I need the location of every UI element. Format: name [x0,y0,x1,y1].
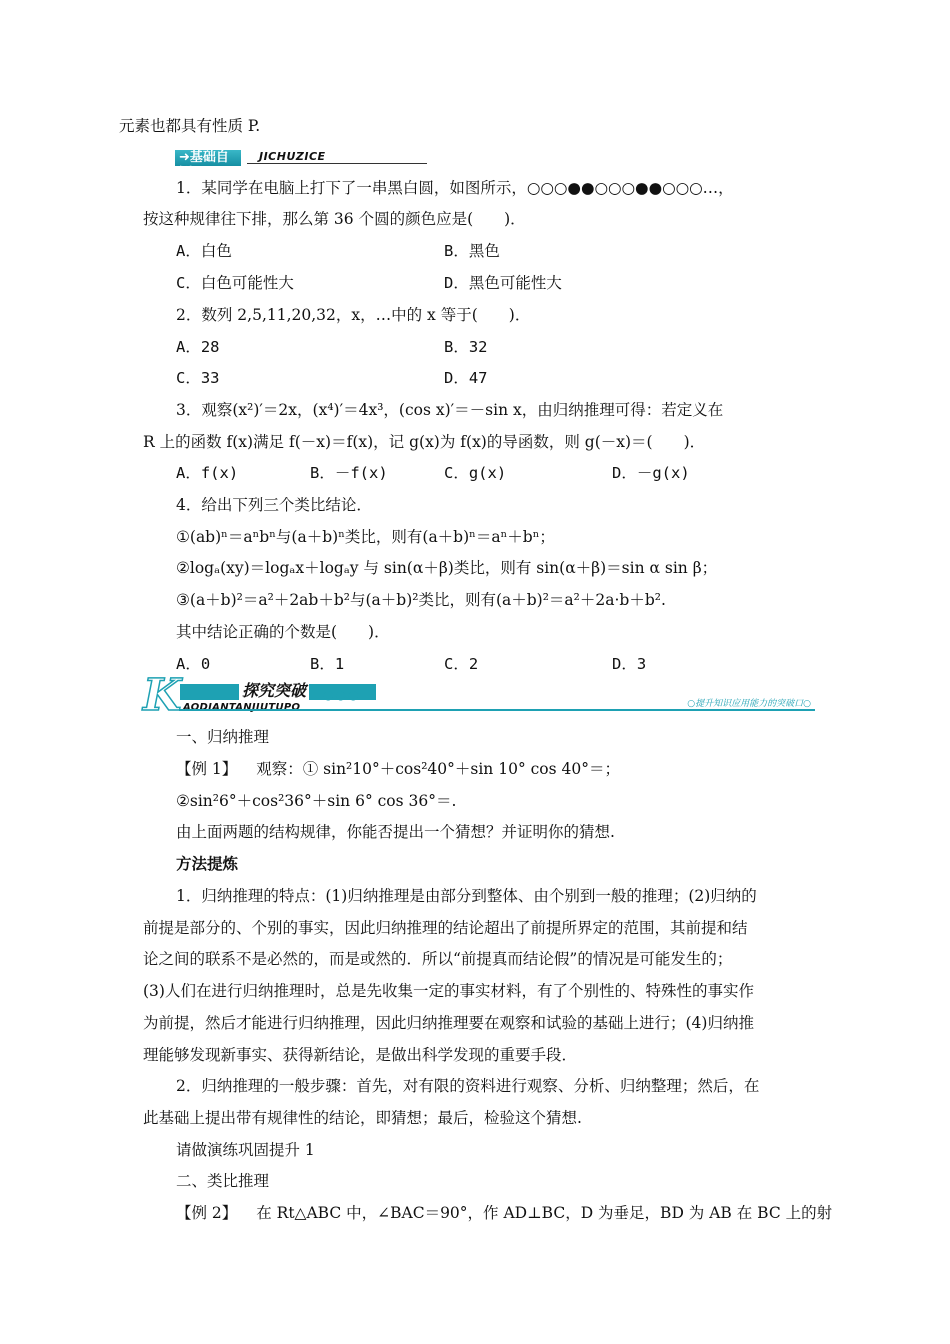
q2-option-c: C．33 [176,369,220,387]
q3-option-d: D．－g(x) [612,464,690,482]
method-title: 方法提炼 [176,855,239,873]
q4-conclusion-2: ②logₐ(xy)＝logₐx＋logₐy 与 sin(α＋β)类比，则有 sin(α＋β)＝sin α sin β； [176,559,718,577]
example1-text: 观察：① sin²10°＋cos²40°＋sin 10° cos 40°＝； [256,760,620,778]
arrow-icon: ➜ [179,150,190,165]
banner-title: 探究突破 [239,681,309,701]
q2-line1: 2．数列 2,5,11,20,32，x，…中的 x 等于( )． [176,306,531,324]
q4-conclusion-3: ③(a＋b)²＝a²＋2ab＋b²与(a＋b)²类比，则有(a＋b)²＝a²＋2a·b＋b². [176,591,666,609]
banner-rule [179,709,815,711]
banner-pinyin: AODIANTANJIUTUPO [183,702,301,713]
example1-line3: 由上面两题的结构规律，你能否提出一个猜想？并证明你的猜想. [176,823,615,841]
q2-option-d: D．47 [444,369,488,387]
q1-option-b: B．黑色 [444,242,500,260]
banner-title: ➜基础自测 [175,150,241,166]
method-p2-line2: 此基础上提出带有规律性的结论，即猜想；最后，检验这个猜想. [143,1109,582,1127]
intro-tail: 元素也都具有性质 P. [119,117,261,135]
q4-conclusion-1: ①(ab)ⁿ＝aⁿbⁿ与(a＋b)ⁿ类比，则有(a＋b)ⁿ＝aⁿ＋bⁿ； [176,528,555,546]
q4-ask: 其中结论正确的个数是( )． [176,623,390,641]
q3-line2: R 上的函数 f(x)满足 f(－x)＝f(x)，记 g(x)为 f(x)的导函数，则 g(－x)＝( )． [143,433,706,451]
q2-option-a: A．28 [176,338,220,356]
example2-label: 【例 2】 [176,1204,238,1222]
banner-slogan: ○提升知识应用能力的突破口○ [687,699,811,709]
example2-text: 在 Rt△ABC 中，∠BAC＝90°，作 AD⊥BC，D 为垂足，BD 为 AB 在 BC 上的射 [256,1204,833,1222]
section-banner-basic-self-test [175,150,427,181]
method-p1-line5: 为前提，然后才能进行归纳推理，因此归纳推理要在观察和试验的基础上进行；(4)归纳推 [143,1014,754,1032]
method-p2-line1: 2．归纳推理的一般步骤：首先，对有限的资料进行观察、分析、归纳整理；然后，在 [176,1077,760,1095]
method-p1-line4: (3)人们在进行归纳推理时，总是先收集一定的事实材料，有了个别性的、特殊性的事实作 [143,982,754,1000]
method-p1-line6: 理能够发现新事实、获得新结论，是做出科学发现的重要手段． [143,1046,578,1064]
banner-pinyin: JICHUZICE [259,150,326,163]
dots-icon: ●●● [323,688,361,702]
practice-note: 请做演练巩固提升 1 [176,1141,315,1159]
example2-line1 [176,1203,832,1223]
q4-option-b: B．1 [310,655,345,673]
section-heading-induction: 一、归纳推理 [176,728,270,746]
q3-option-a: A．f(x) [176,464,239,482]
q1-option-d: D．黑色可能性大 [444,274,562,292]
q3-line1: 3．观察(x²)′＝2x，(x⁴)′＝4x³，(cos x)′＝－sin x，由归纳推理可得：若定义在 [176,401,724,419]
q4-option-d: D．3 [612,655,647,673]
q2-option-b: B．32 [444,338,488,356]
section-heading-analogy: 二、类比推理 [176,1172,270,1190]
q1-line1: 1．某同学在电脑上打下了一串黑白圆，如图所示，○○○●●○○○●●○○○…， [176,179,734,197]
q1-line2: 按这种规律往下排，那么第 36 个圆的颜色应是( )． [143,210,526,228]
banner-rule [247,163,427,164]
q3-option-b: B．－f(x) [310,464,388,482]
q4-option-a: A．0 [176,655,211,673]
example1-line1 [176,759,620,779]
banner-letter: K [143,670,182,721]
method-p1-line1: 1．归纳推理的特点：(1)归纳推理是由部分到整体、由个别到一般的推理；(2)归纳的 [176,887,757,905]
section-banner-explore-breakthrough [143,670,815,721]
method-p1-line2: 前提是部分的、个别的事实，因此归纳推理的结论超出了前提所界定的范围，其前提和结 [143,919,748,937]
method-p1-line3: 论之间的联系不是必然的，而是或然的．所以“前提真而结论假”的情况是可能发生的； [143,950,733,968]
example1-label: 【例 1】 [176,760,238,778]
q1-option-c: C．白色可能性大 [176,274,294,292]
q1-option-a: A．白色 [176,242,232,260]
q4-option-c: C．2 [444,655,479,673]
q3-option-c: C．g(x) [444,464,507,482]
example1-line2: ②sin²6°＋cos²36°＋sin 6° cos 36°＝. [176,792,457,810]
q4-line1: 4．给出下列三个类比结论． [176,496,372,514]
